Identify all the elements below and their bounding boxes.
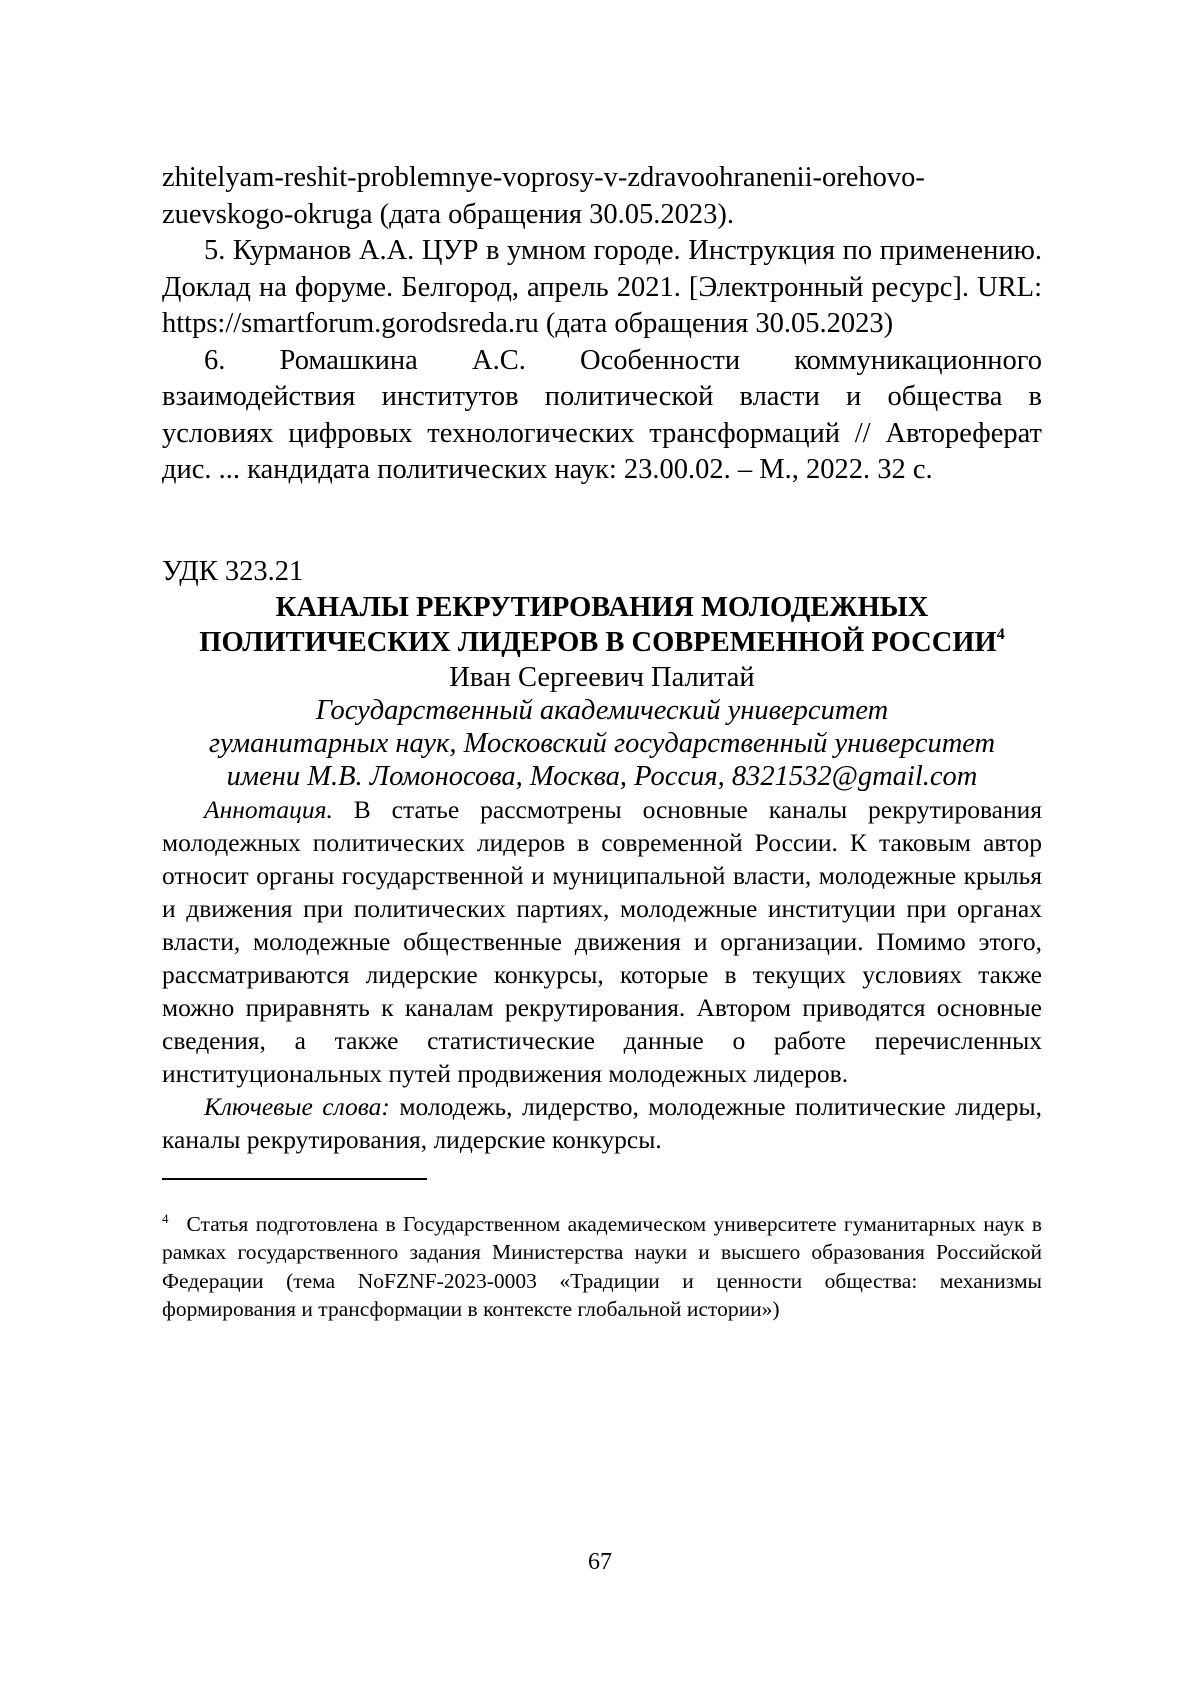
- page-content: [162, 160, 1042, 1324]
- affiliation-line-3: имени М.В. Ломоносова, Москва, Россия, 8321532@gmail.com: [226, 760, 978, 792]
- reference-5: 5. Курманов А.А. ЦУР в умном городе. Инструкция по применению. Доклад на форуме. Белгород, апрель 2021. [Электронный ресурс]. URL: https://smartforum.gorodsreda.ru (дата обращения 30.05.2023): [162, 235, 1042, 339]
- article-title-text: КАНАЛЫ РЕКРУТИРОВАНИЯ МОЛОДЕЖНЫХ ПОЛИТИЧЕСКИХ ЛИДЕРОВ В СОВРЕМЕННОЙ РОССИИ: [199, 591, 997, 658]
- abstract-label: Аннотация.: [204, 794, 333, 824]
- abstract: [162, 793, 1042, 1090]
- footnote-divider: [162, 1178, 427, 1180]
- footnote-mark: 4: [162, 1210, 169, 1226]
- reference-6: 6. Ромашкина А.С. Особенности коммуникационного взаимодействия институтов политической власти и общества в условиях цифровых технологических трансформаций // Автореферат дис. ... кандидата политических наук: 23.00.02. – М., 2022. 32 с.: [162, 344, 1042, 485]
- keywords: [162, 1090, 1042, 1156]
- affiliation-line-2: гуманитарных наук, Московский государственный университет: [208, 727, 996, 759]
- abstract-text: В статье рассмотрены основные каналы рекрутирования молодежных политических лидеров в современной России. К таковым автор относит органы государственной и муниципальной власти, молодежные крылья и движения при политических партиях, молодежные институции при органах власти, молодежные общественные движения и организации. Помимо этого, рассматриваются лидерские конкурсы, которые в текущих условиях также можно приравнять к каналам рекрутирования. Автором приводятся основные сведения, а также статистические данные о работе перечисленных институциональных путей продвижения молодежных лидеров.: [162, 794, 1042, 1088]
- title-footnote-mark: 4: [996, 625, 1005, 643]
- page-number: 67: [588, 1549, 612, 1575]
- author-name: Иван Сергеевич Палитай: [449, 661, 755, 693]
- keywords-text: молодежь, лидерство, молодежные политические лидеры, каналы рекрутирования, лидерские конкурсы.: [162, 1091, 1042, 1154]
- affiliation-line-1: Государственный академический университет: [315, 694, 889, 726]
- keywords-label: Ключевые слова:: [204, 1091, 390, 1121]
- reference-4-tail: zhitelyam-reshit-problemnye-voprosy-v-zdravoohranenii-orehovo-zuevskogo-okruga (дата обращения 30.05.2023).: [162, 162, 925, 230]
- article-title: [162, 590, 1042, 660]
- footnote-text: Статья подготовлена в Государственном академическом университете гуманитарных наук в рамках государственного задания Министерства науки и высшего образования Российской Федерации (тема NoFZNF-2023-0003 «Традиции и ценности общества: механизмы формирования и трансформации в контексте глобальной истории»): [162, 1211, 1042, 1321]
- udk-code: УДК 323.21: [162, 555, 304, 587]
- footnote: [162, 1210, 1042, 1324]
